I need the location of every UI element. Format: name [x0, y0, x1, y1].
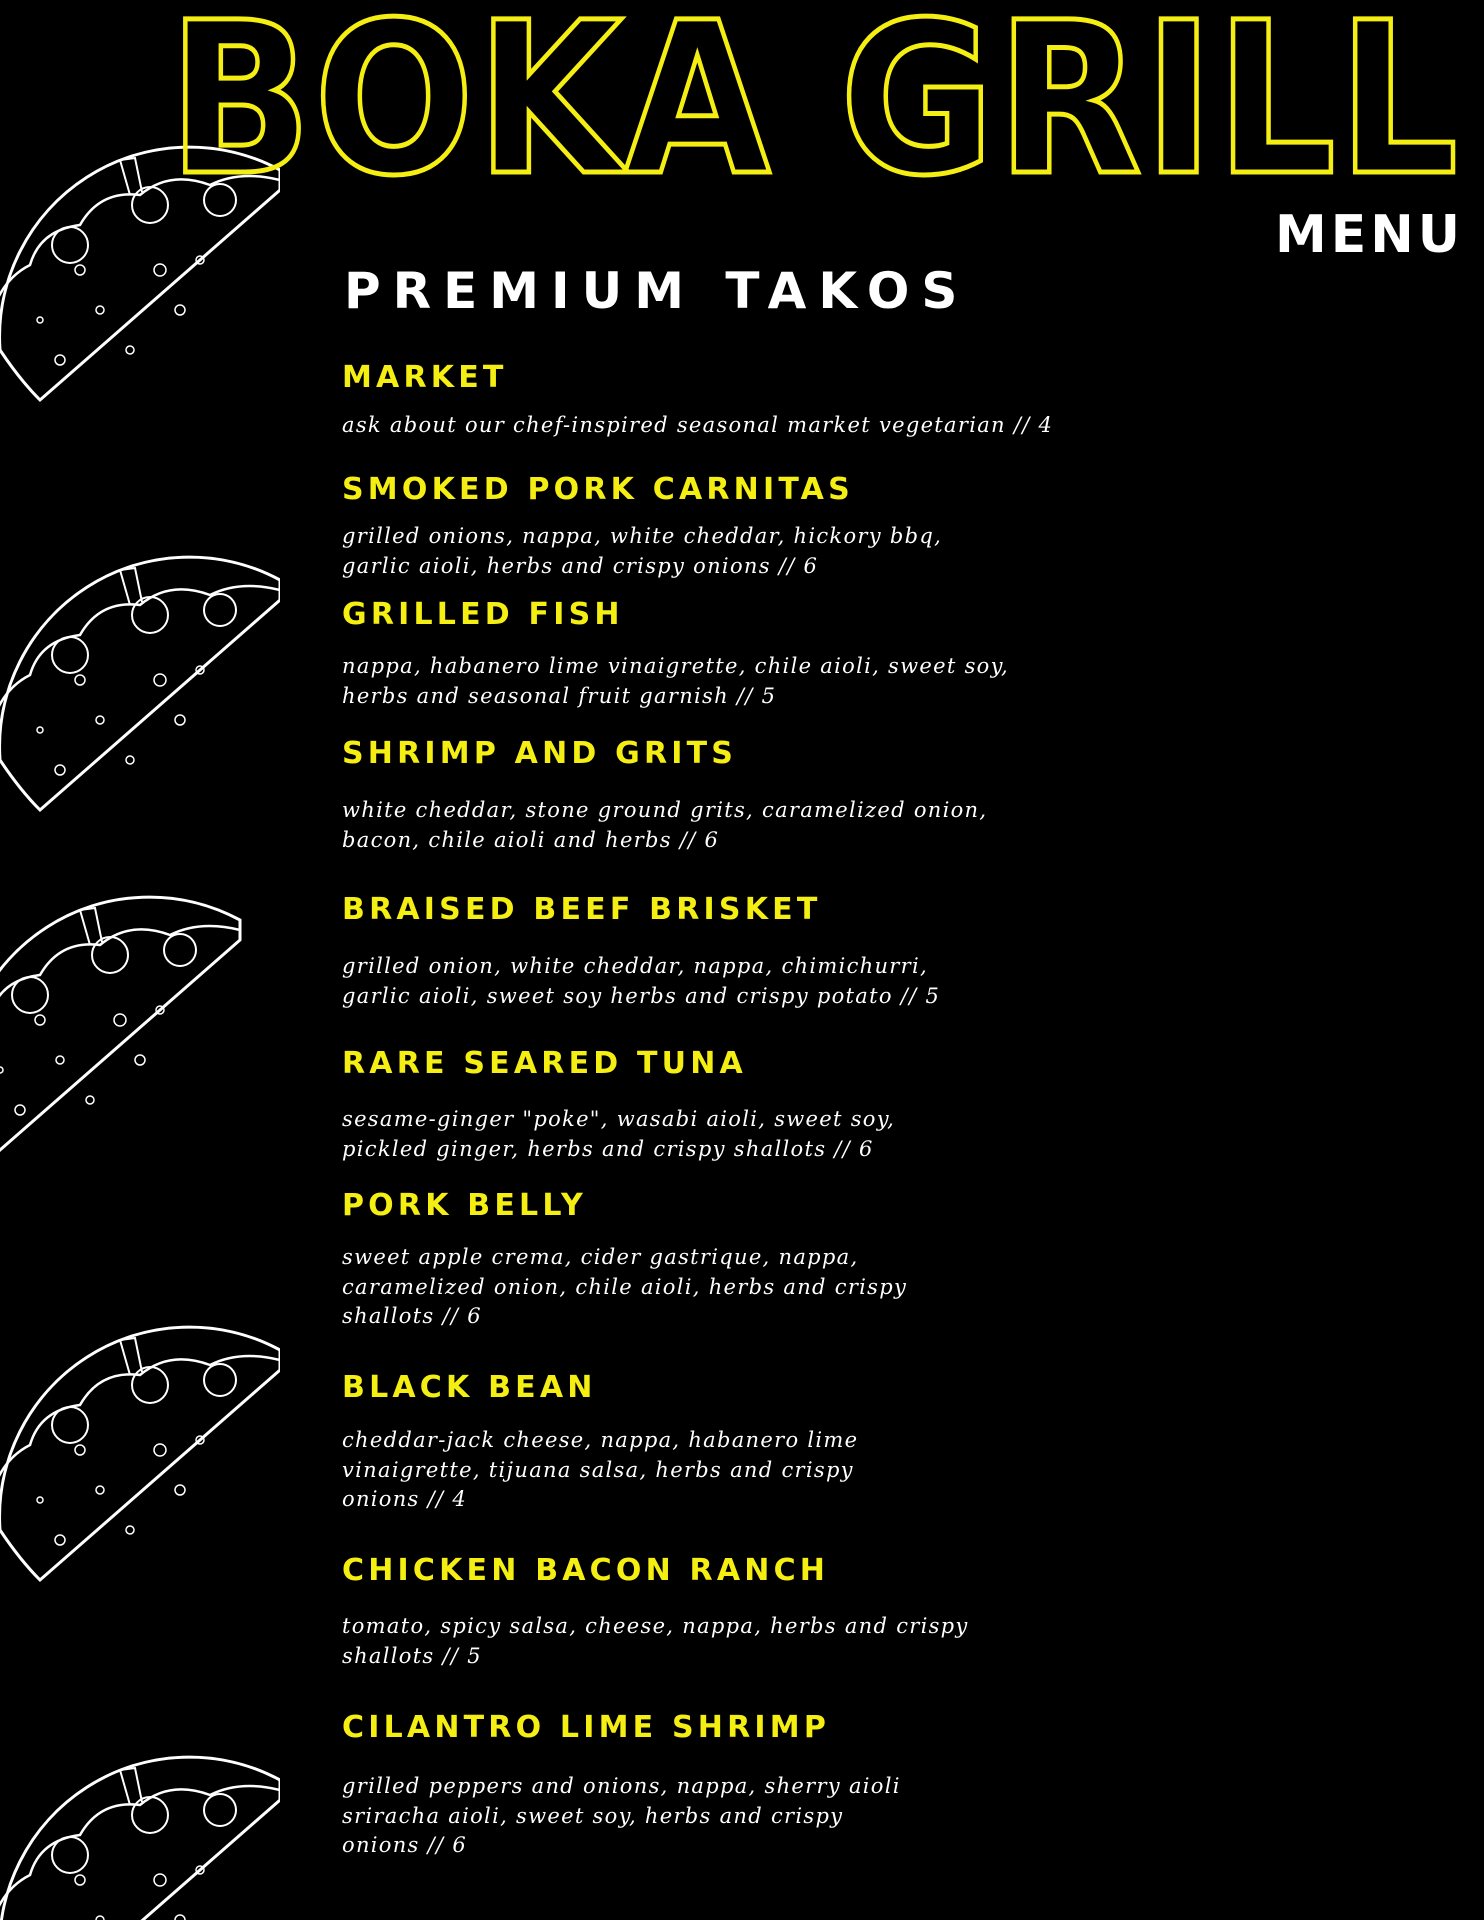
menu-item — [342, 1188, 1102, 1332]
taco-icon — [0, 557, 280, 810]
item-description-line: cheddar-jack cheese, nappa, habanero lime — [342, 1428, 859, 1452]
item-description-line: herbs and seasonal fruit garnish // 5 — [342, 683, 777, 708]
item-description-line: grilled onion, white cheddar, nappa, chimichurri, — [342, 954, 928, 978]
item-description — [342, 1243, 1102, 1332]
item-description-line: tomato, spicy salsa, cheese, nappa, herbs and crispy — [342, 1614, 969, 1638]
item-description — [342, 1105, 1102, 1164]
item-description-line: vinaigrette, tijuana salsa, herbs and crispy — [342, 1457, 854, 1482]
item-name: CILANTRO LIME SHRIMP — [342, 1710, 831, 1745]
taco-illustrations — [0, 0, 280, 1920]
menu-item — [342, 597, 1102, 711]
item-description-line: pickled ginger, herbs and crispy shallots // 6 — [342, 1136, 874, 1161]
item-description-line: onions // 4 — [342, 1487, 467, 1511]
item-name: SHRIMP AND GRITS — [342, 736, 738, 771]
item-description-line: caramelized onion, chile aioli, herbs and crispy — [342, 1274, 908, 1299]
item-name: PORK BELLY — [342, 1188, 587, 1223]
item-description — [342, 411, 1102, 441]
item-name: GRILLED FISH — [342, 597, 624, 632]
item-description-line: white cheddar, stone ground grits, caramelized onion, — [342, 798, 988, 822]
item-description — [342, 522, 1102, 581]
item-description-line: sesame-ginger "poke", wasabi aioli, sweet soy, — [342, 1107, 896, 1131]
item-name: MARKET — [342, 360, 508, 395]
item-description-line: sweet apple crema, cider gastrique, nappa, — [342, 1245, 859, 1269]
brand-name: BOKA GRILL — [168, 0, 1460, 190]
item-description-line: shallots // 5 — [342, 1643, 482, 1668]
item-name: RARE SEARED TUNA — [342, 1046, 747, 1081]
item-description-line: bacon, chile aioli and herbs // 6 — [342, 827, 720, 852]
item-description — [342, 952, 1102, 1011]
taco-decoration-column — [0, 0, 280, 1920]
menu-item — [342, 1553, 1102, 1671]
item-description-line: sriracha aioli, sweet soy, herbs and crispy — [342, 1803, 844, 1828]
item-description-line: ask about our chef-inspired seasonal market vegetarian // 4 — [342, 413, 1054, 437]
item-description — [342, 1426, 1102, 1515]
menu-item — [342, 892, 1102, 1011]
menu-item — [342, 1710, 1102, 1861]
item-description-line: grilled onions, nappa, white cheddar, hickory bbq, — [342, 524, 943, 548]
menu-item — [342, 360, 1102, 441]
item-name: BLACK BEAN — [342, 1370, 597, 1405]
item-name: BRAISED BEEF BRISKET — [342, 892, 822, 927]
taco-icon — [0, 897, 240, 1150]
item-description-line: grilled peppers and onions, nappa, sherry aioli — [342, 1774, 901, 1798]
menu-item — [342, 1370, 1102, 1515]
item-description-line: garlic aioli, herbs and crispy onions // 6 — [342, 553, 819, 578]
menu-item — [342, 1046, 1102, 1164]
taco-icon — [0, 1757, 280, 1920]
item-description — [342, 1772, 1102, 1861]
section-title: PREMIUM TAKOS — [344, 262, 970, 320]
item-name: SMOKED PORK CARNITAS — [342, 472, 854, 507]
item-description-line: garlic aioli, sweet soy herbs and crispy potato // 5 — [342, 983, 941, 1008]
item-description — [342, 1612, 1102, 1671]
item-name: CHICKEN BACON RANCH — [342, 1553, 830, 1588]
item-description — [342, 796, 1102, 855]
taco-icon — [0, 1327, 280, 1580]
menu-item — [342, 736, 1102, 855]
item-description-line: shallots // 6 — [342, 1304, 482, 1328]
item-description-line: nappa, habanero lime vinaigrette, chile aioli, sweet soy, — [342, 654, 1009, 678]
item-description-line: onions // 6 — [342, 1833, 467, 1857]
brand-logo — [168, 0, 1468, 190]
menu-label: MENU — [1274, 205, 1464, 265]
menu-item — [342, 472, 1102, 581]
item-description — [342, 652, 1102, 711]
